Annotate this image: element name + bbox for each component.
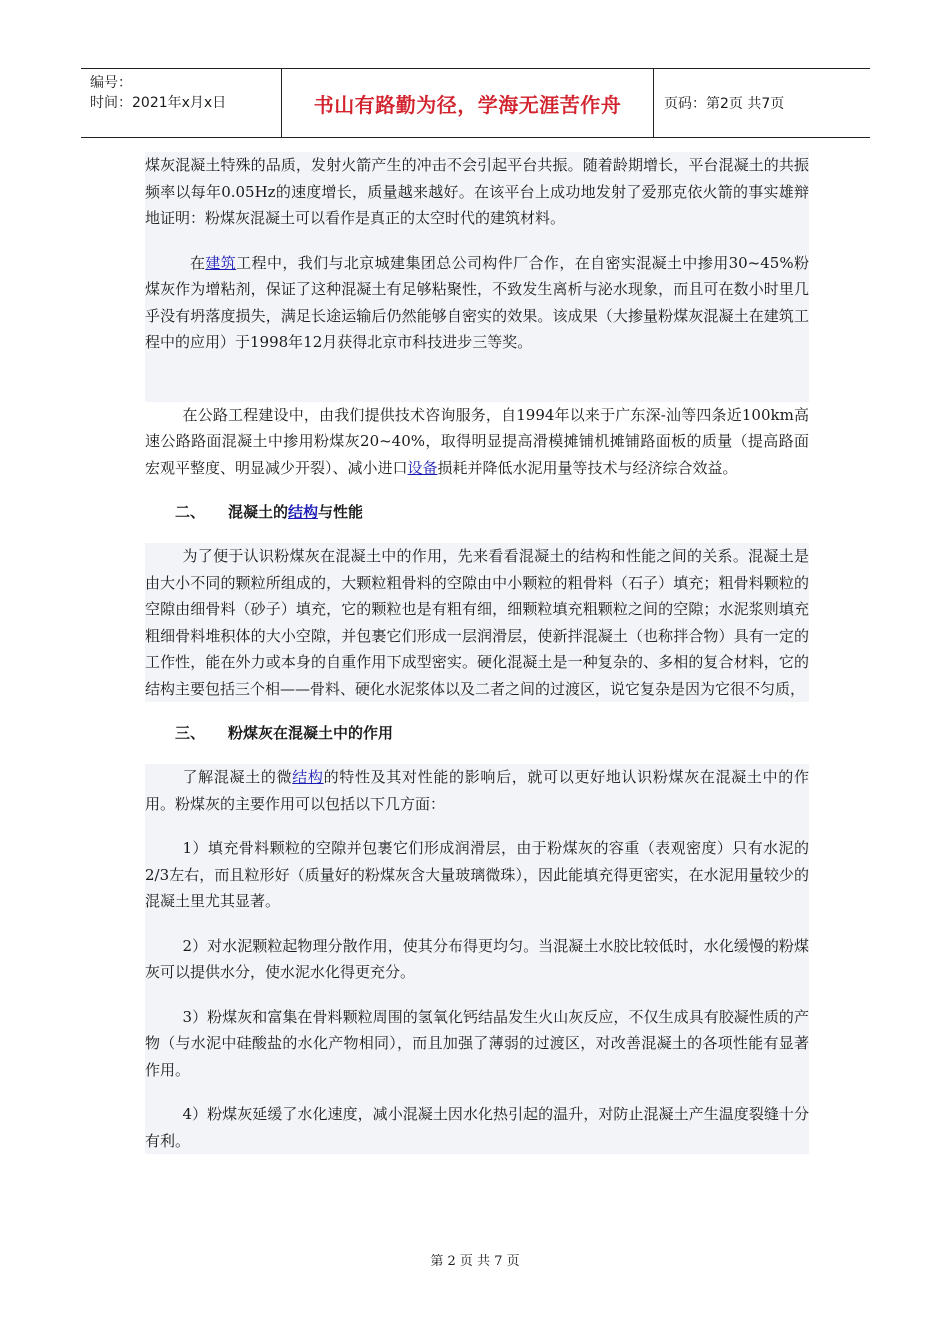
link-building[interactable]: 建筑	[205, 253, 237, 272]
document-body	[145, 152, 809, 1154]
section-title: 粉煤灰在混凝土中的作用	[228, 724, 394, 742]
section-heading-role	[145, 720, 809, 746]
section-title: 混凝土的	[228, 503, 289, 521]
paragraph-text: 在	[190, 253, 206, 272]
paragraph-text: 了解混凝土的微	[182, 768, 293, 786]
paragraph-building-engineering	[145, 250, 809, 356]
section-number: 三、	[175, 724, 206, 742]
link-structure[interactable]: 结构	[288, 503, 319, 521]
paragraph-text: 损耗并降低水泥用量等技术与经济综合效益。	[437, 458, 738, 477]
header-motto: 书山有路勤为径，学海无涯苦作舟	[282, 69, 654, 137]
paragraph-microstructure	[145, 764, 809, 817]
paragraph-text: 的特性及其对性能的影响后，就可以更好地认识粉煤灰在混凝土中的作用。粉煤灰的主要作用可以包括以下几方面：	[145, 768, 809, 813]
page-header	[81, 68, 870, 138]
document-date-label: 时间：2021年x月x日	[90, 95, 227, 111]
paragraph-text: 在公路工程建设中，由我们提供技术咨询服务，自1994年以来于广东深-汕等四条近100km高速公路路面混凝土中掺用粉煤灰20~40%，取得明显提高滑模摊铺机摊铺路面板的质量（提高路面宏观平整度、明显减少开裂）、减小进口	[145, 405, 809, 477]
document-number-label: 编号：	[90, 75, 132, 91]
list-item-hydration: 4）粉煤灰延缓了水化速度，减小混凝土因水化热引起的温升，对防止混凝土产生温度裂缝十分有利。	[145, 1101, 809, 1154]
paragraph-concrete-structure: 为了便于认识粉煤灰在混凝土中的作用，先来看看混凝土的结构和性能之间的关系。混凝土是由大小不同的颗粒所组成的，大颗粒粗骨料的空隙由中小颗粒的粗骨料（石子）填充；粗骨料颗粒的空隙由细骨料（砂子）填充，它的颗粒也是有粗有细，细颗粒填充粗颗粒之间的空隙；水泥浆则填充粗细骨料堆积体的大小空隙，并包裹它们形成一层润滑层，使新拌混凝土（也称拌合物）具有一定的工作性，能在外力或本身的自重作用下成型密实。硬化混凝土是一种复杂的、多相的复合材料，它的结构主要包括三个相——骨料、硬化水泥浆体以及二者之间的过渡区，说它复杂是因为它很不匀质，	[145, 543, 809, 702]
list-item-pozzolanic: 3）粉煤灰和富集在骨料颗粒周围的氢氧化钙结晶发生火山灰反应，不仅生成具有胶凝性质的产物（与水泥中硅酸盐的水化产物相同），而且加强了薄弱的过渡区，对改善混凝土的各项性能有显著作用。	[145, 1004, 809, 1084]
link-microstructure[interactable]: 结构	[292, 768, 324, 786]
section-title: 与性能	[318, 503, 364, 521]
section-heading-structure	[145, 499, 809, 525]
list-item-dispersion: 2）对水泥颗粒起物理分散作用，使其分布得更均匀。当混凝土水胶比较低时，水化缓慢的粉煤灰可以提供水分，使水泥水化得更充分。	[145, 933, 809, 986]
paragraph-rocket-platform: 煤灰混凝土特殊的品质，发射火箭产生的冲击不会引起平台共振。随着龄期增长，平台混凝土的共振频率以每年0.05Hz的速度增长，质量越来越好。在该平台上成功地发射了爱那克依火箭的事实雄辩地证明：粉煤灰混凝土可以看作是真正的太空时代的建筑材料。	[145, 152, 809, 232]
paragraph-text: 工程中，我们与北京城建集团总公司构件厂合作，在自密实混凝土中掺用30~45%粉煤灰作为增粘剂，保证了这种混凝土有足够粘聚性，不致发生离析与泌水现象，而且可在数小时里几乎没有坍落度损失，满足长途运输后仍然能够自密实的效果。该成果（大掺量粉煤灰混凝土在建筑工程中的应用）于1998年12月获得北京市科技进步三等奖。	[145, 253, 809, 351]
page-footer: 第 2 页 共 7 页	[430, 1254, 520, 1269]
section-number: 二、	[175, 503, 206, 521]
header-page-label: 页码：第2页 共7页	[664, 96, 785, 112]
link-equipment[interactable]: 设备	[407, 458, 438, 477]
paragraph-highway-engineering	[145, 402, 809, 482]
header-meta	[81, 69, 282, 137]
list-item-filling: 1）填充骨料颗粒的空隙并包裹它们形成润滑层，由于粉煤灰的容重（表观密度）只有水泥的2/3左右，而且粒形好（质量好的粉煤灰含大量玻璃微珠），因此能填充得更密实，在水泥用量较少的混凝土里尤其显著。	[145, 835, 809, 915]
